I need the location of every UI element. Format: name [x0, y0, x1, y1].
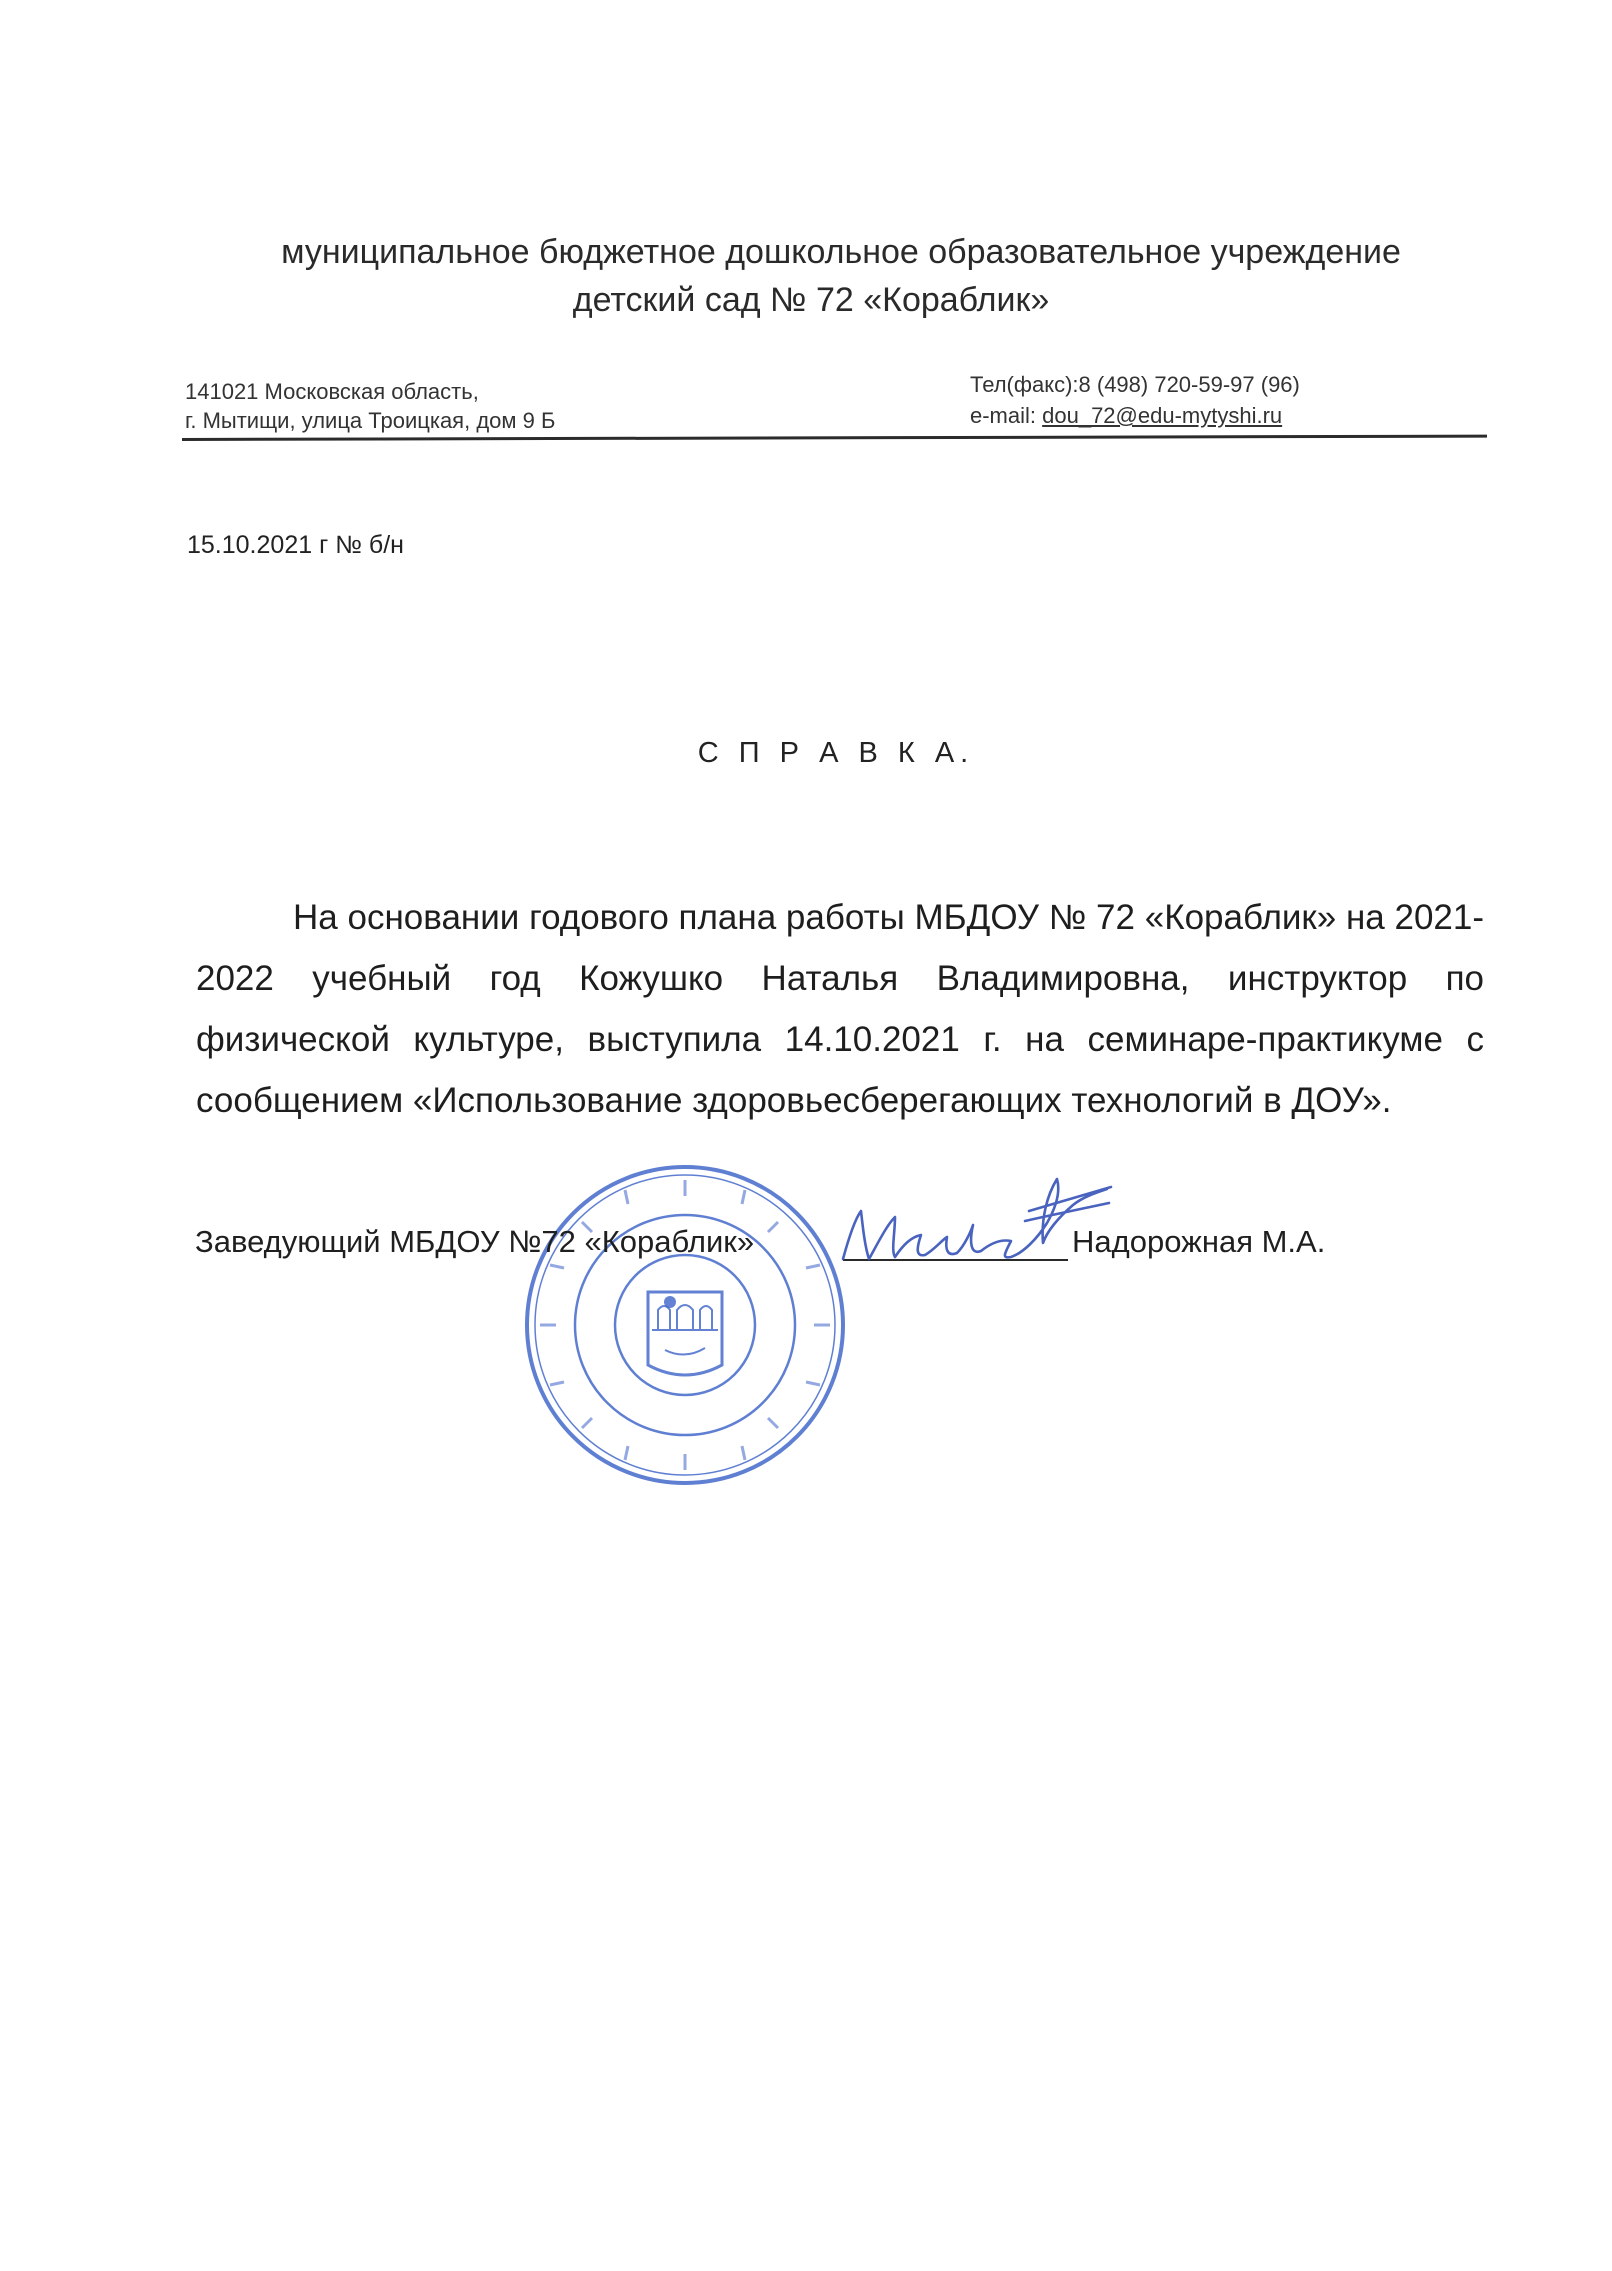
signatory-name: Надорожная М.А.	[1072, 1224, 1326, 1259]
address-line-2: г. Мытищи, улица Троицкая, дом 9 Б	[185, 408, 556, 433]
organization-name: муниципальное бюджетное дошкольное образовательное учреждение	[281, 233, 1401, 271]
signature-row	[195, 1214, 1495, 1274]
document-body: На основании годового плана работы МБДОУ № 72 «Кораблик» на 2021-2022 учебный год Кожушко Наталья Владимировна, инструктор по физической культуре, выступила 14.10.2021 г. на семинаре-практикуме с сообщением «Использование здоровьесберегающих технологий в ДОУ».	[196, 898, 1484, 1120]
signatory-position: Заведующий МБДОУ №72 «Кораблик»	[195, 1224, 755, 1259]
official-stamp-icon	[520, 1160, 850, 1490]
phone-fax: Тел(факс):8 (498) 720-59-97 (96)	[970, 372, 1300, 397]
organization-subtitle: детский сад № 72 «Кораблик»	[572, 281, 1050, 319]
document-title: С П Р А В К А.	[697, 737, 975, 769]
email-label: e-mail:	[970, 403, 1043, 428]
email-link[interactable]: dou_72@edu-mytyshi.ru	[1042, 403, 1283, 428]
document-reference: 15.10.2021 г № б/н	[187, 531, 404, 559]
email-line	[970, 401, 1282, 431]
organization-header	[0, 228, 1612, 324]
contacts-block	[182, 372, 1486, 439]
address-line-1: 141021 Московская область,	[185, 379, 479, 404]
